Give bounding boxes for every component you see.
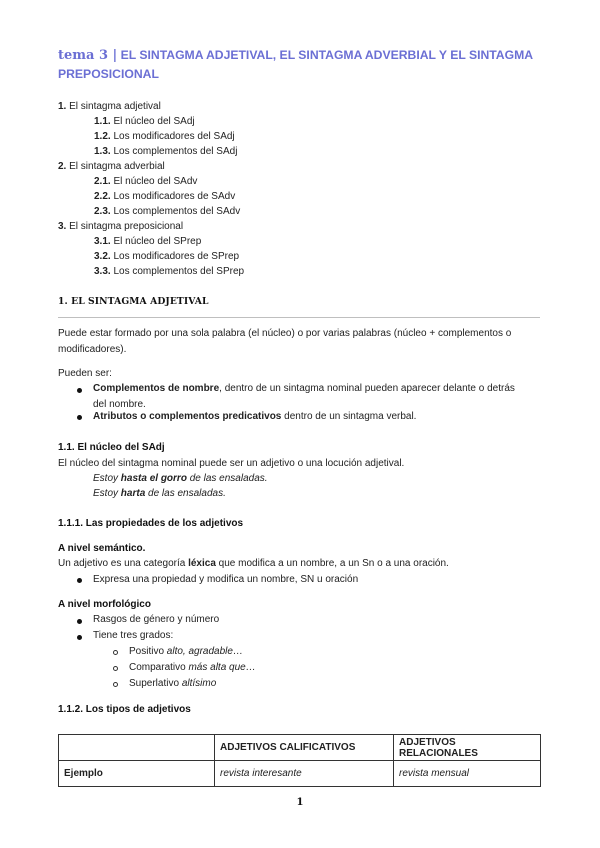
toc-label: Los modificadores de SAdv — [110, 191, 236, 202]
sub-bullet-circle — [113, 666, 118, 671]
toc-number: 3.1. — [94, 236, 111, 247]
table-cell: revista interesante — [215, 761, 394, 787]
toc-label: Los complementos del SPrep — [110, 266, 245, 277]
toc-label: Los modificadores de SPrep — [110, 251, 240, 262]
toc-item — [58, 99, 244, 114]
toc-item — [58, 234, 244, 249]
example-1 — [93, 471, 268, 487]
bullet-text: dentro de un sintagma verbal. — [281, 411, 417, 422]
intro-line-2: modificadores). — [58, 344, 127, 355]
document-title — [58, 46, 558, 84]
table-header: ADJETIVOS RELACIONALES — [394, 735, 541, 761]
toc-label: El sintagma adjetival — [66, 101, 161, 112]
pueden-ser-label: Pueden ser: — [58, 368, 112, 379]
divider — [58, 317, 540, 318]
toc-label: El núcleo del SPrep — [110, 236, 202, 247]
toc-number: 2. — [58, 161, 67, 172]
table-header: ADJETIVOS CALIFICATIVOS — [215, 735, 394, 761]
toc-number: 1.1. — [94, 116, 111, 127]
bullet-atributos — [93, 409, 416, 425]
bullet-dot — [77, 635, 82, 640]
italic-text: más alta que… — [188, 662, 256, 673]
toc-label: Los complementos del SAdj — [110, 146, 238, 157]
title-lead: tema 3 | — [58, 48, 118, 63]
bullet-dot — [77, 415, 82, 420]
morph-bullet-1: Rasgos de género y número — [93, 614, 220, 625]
semantic-heading: A nivel semántico. — [58, 543, 146, 554]
example-text: Estoy — [93, 488, 121, 499]
text: Un adjetivo es una categoría — [58, 558, 189, 569]
example-text: Estoy — [93, 473, 121, 484]
toc-label: Los modificadores del SAdj — [110, 131, 235, 142]
subsection-heading: 1.1.2. Los tipos de adjetivos — [58, 704, 191, 715]
example-2 — [93, 486, 226, 502]
intro-line-1: Puede estar formado por una sola palabra (el núcleo) o por varias palabras (núcleo + complementos o — [58, 328, 512, 339]
italic-text: alto, agradable… — [166, 646, 243, 657]
text: Positivo — [129, 646, 167, 657]
bullet-text: , dentro de un sintagma nominal pueden aparecer delante o detrás — [219, 383, 515, 394]
nucleo-text: El núcleo del sintagma nominal puede ser un adjetivo o una locución adjetival. — [58, 458, 405, 469]
toc-label: El sintagma adverbial — [66, 161, 165, 172]
toc-number: 3. — [58, 221, 67, 232]
toc-number: 1. — [58, 101, 67, 112]
toc-item — [58, 114, 244, 129]
bullet-dot — [77, 388, 82, 393]
bullet-dot — [77, 619, 82, 624]
sub-bullet-circle — [113, 650, 118, 655]
toc-number: 2.1. — [94, 176, 111, 187]
table-cell — [59, 735, 215, 761]
subsection-heading: 1.1.1. Las propiedades de los adjetivos — [58, 518, 244, 529]
example-bold: harta — [120, 488, 146, 499]
toc-item — [58, 174, 244, 189]
table-row — [59, 761, 541, 787]
example-bold: hasta el gorro — [120, 473, 187, 484]
toc-item — [58, 129, 244, 144]
morph-bullet-2: Tiene tres grados: — [93, 630, 174, 641]
table-of-contents — [58, 99, 244, 279]
table-row — [59, 735, 541, 761]
bullet-complementos — [93, 381, 515, 397]
example-text: de las ensaladas. — [186, 473, 268, 484]
grade-positive — [129, 644, 243, 660]
toc-number: 2.3. — [94, 206, 111, 217]
text: que modifica a un nombre, a un Sn o a una oración. — [215, 558, 449, 569]
bullet-continuation: del nombre. — [93, 399, 146, 410]
grade-superlative — [129, 676, 216, 692]
table-cell: Ejemplo — [59, 761, 215, 787]
title-text: EL SINTAGMA ADJETIVAL, EL SINTAGMA ADVERBIAL Y EL SINTAGMA PREPOSICIONAL — [58, 48, 533, 81]
italic-text: altísimo — [181, 678, 217, 689]
table-cell: revista mensual — [394, 761, 541, 787]
toc-item — [58, 144, 244, 159]
toc-item — [58, 159, 244, 174]
semantic-text — [58, 556, 449, 572]
page-number: 1 — [296, 797, 304, 808]
example-text: de las ensaladas. — [145, 488, 226, 499]
bullet-bold: Complementos de nombre — [93, 383, 220, 394]
adjective-types-table — [58, 734, 541, 787]
toc-label: El núcleo del SAdv — [110, 176, 198, 187]
grade-comparative — [129, 660, 256, 676]
toc-number: 2.2. — [94, 191, 111, 202]
semantic-bullet: Expresa una propiedad y modifica un nombre, SN u oración — [93, 574, 359, 585]
toc-number: 1.3. — [94, 146, 111, 157]
bullet-dot — [77, 578, 82, 583]
toc-item — [58, 204, 244, 219]
section-heading: 1. EL SINTAGMA ADJETIVAL — [58, 296, 209, 307]
text: Superlativo — [129, 678, 182, 689]
toc-number: 1.2. — [94, 131, 111, 142]
subsection-heading: 1.1. El núcleo del SAdj — [58, 442, 165, 453]
text: Comparativo — [129, 662, 189, 673]
toc-label: Los complementos del SAdv — [110, 206, 241, 217]
toc-item — [58, 264, 244, 279]
toc-item — [58, 249, 244, 264]
toc-label: El núcleo del SAdj — [110, 116, 195, 127]
toc-number: 3.3. — [94, 266, 111, 277]
toc-item — [58, 219, 244, 234]
toc-number: 3.2. — [94, 251, 111, 262]
toc-label: El sintagma preposicional — [66, 221, 184, 232]
sub-bullet-circle — [113, 682, 118, 687]
bold-text: léxica — [188, 558, 216, 569]
bullet-bold: Atributos o complementos predicativos — [93, 411, 282, 422]
toc-item — [58, 189, 244, 204]
morphological-heading: A nivel morfológico — [58, 599, 151, 610]
